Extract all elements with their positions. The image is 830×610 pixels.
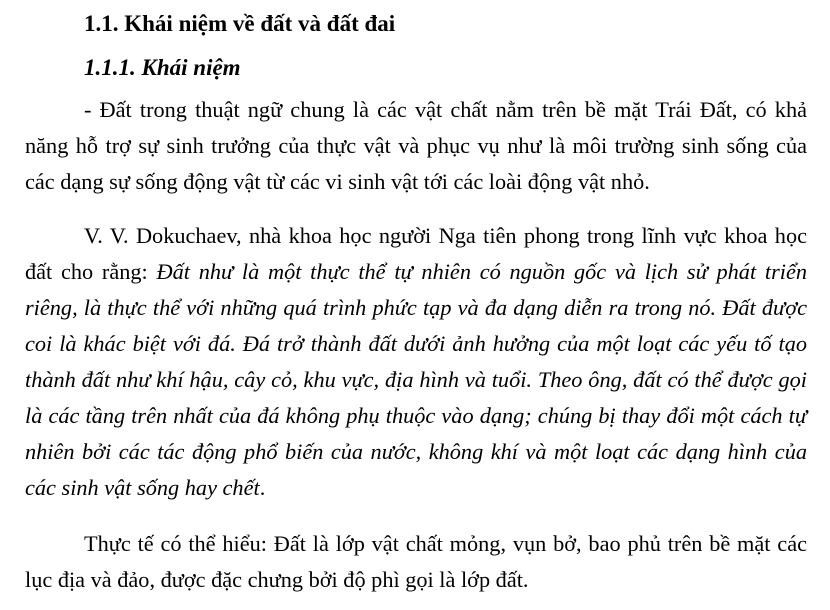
paragraph-summary: Thực tế có thể hiểu: Đất là lớp vật chất mỏng, vụn bở, bao phủ trên bề mặt các lục địa và đảo, được đặc chưng bởi độ phì gọi là lớp đất. [25, 531, 807, 592]
paragraph-dokuchaev-end: . [259, 475, 266, 500]
paragraph-definition: - Đất trong thuật ngữ chung là các vật chất nằm trên bề mặt Trái Đất, có khả năng hỗ trợ sự sinh trưởng của thực vật và phục vụ như là môi trường sinh sống của các dạng sự sống động vật từ các vi sinh vật tới các loài động vật nhỏ. [25, 97, 807, 194]
dokuchaev-quote: Đất như là một thực thể tự nhiên có nguồn gốc và lịch sử phát triển riêng, là thực thể với những quá trình phức tạp và đa dạng diễn ra trong nó. Đất được coi là khác biệt với đá. Đá trở thành đất dưới ảnh hưởng của một loạt các yếu tố tạo thành đất như khí hậu, cây cỏ, khu vực, địa hình và tuổi. Theo ông, đất có thể được gọi là các tầng trên nhất của đá không phụ thuộc vào dạng; chúng bị thay đổi một cách tự nhiên bởi các tác động phổ biến của nước, không khí và một loạt các dạng hình của các sinh vật sống hay chết [25, 259, 808, 500]
paragraph-dokuchaev [25, 218, 807, 506]
section-heading: 1.1. Khái niệm về đất và đất đai [84, 11, 396, 36]
paragraph-dokuchaev-intro: V. V. Dokuchaev, nhà khoa học người Nga tiên phong trong lĩnh vực khoa học đất cho rằng: [25, 223, 807, 284]
subsection-heading: 1.1.1. Khái niệm [84, 55, 241, 80]
